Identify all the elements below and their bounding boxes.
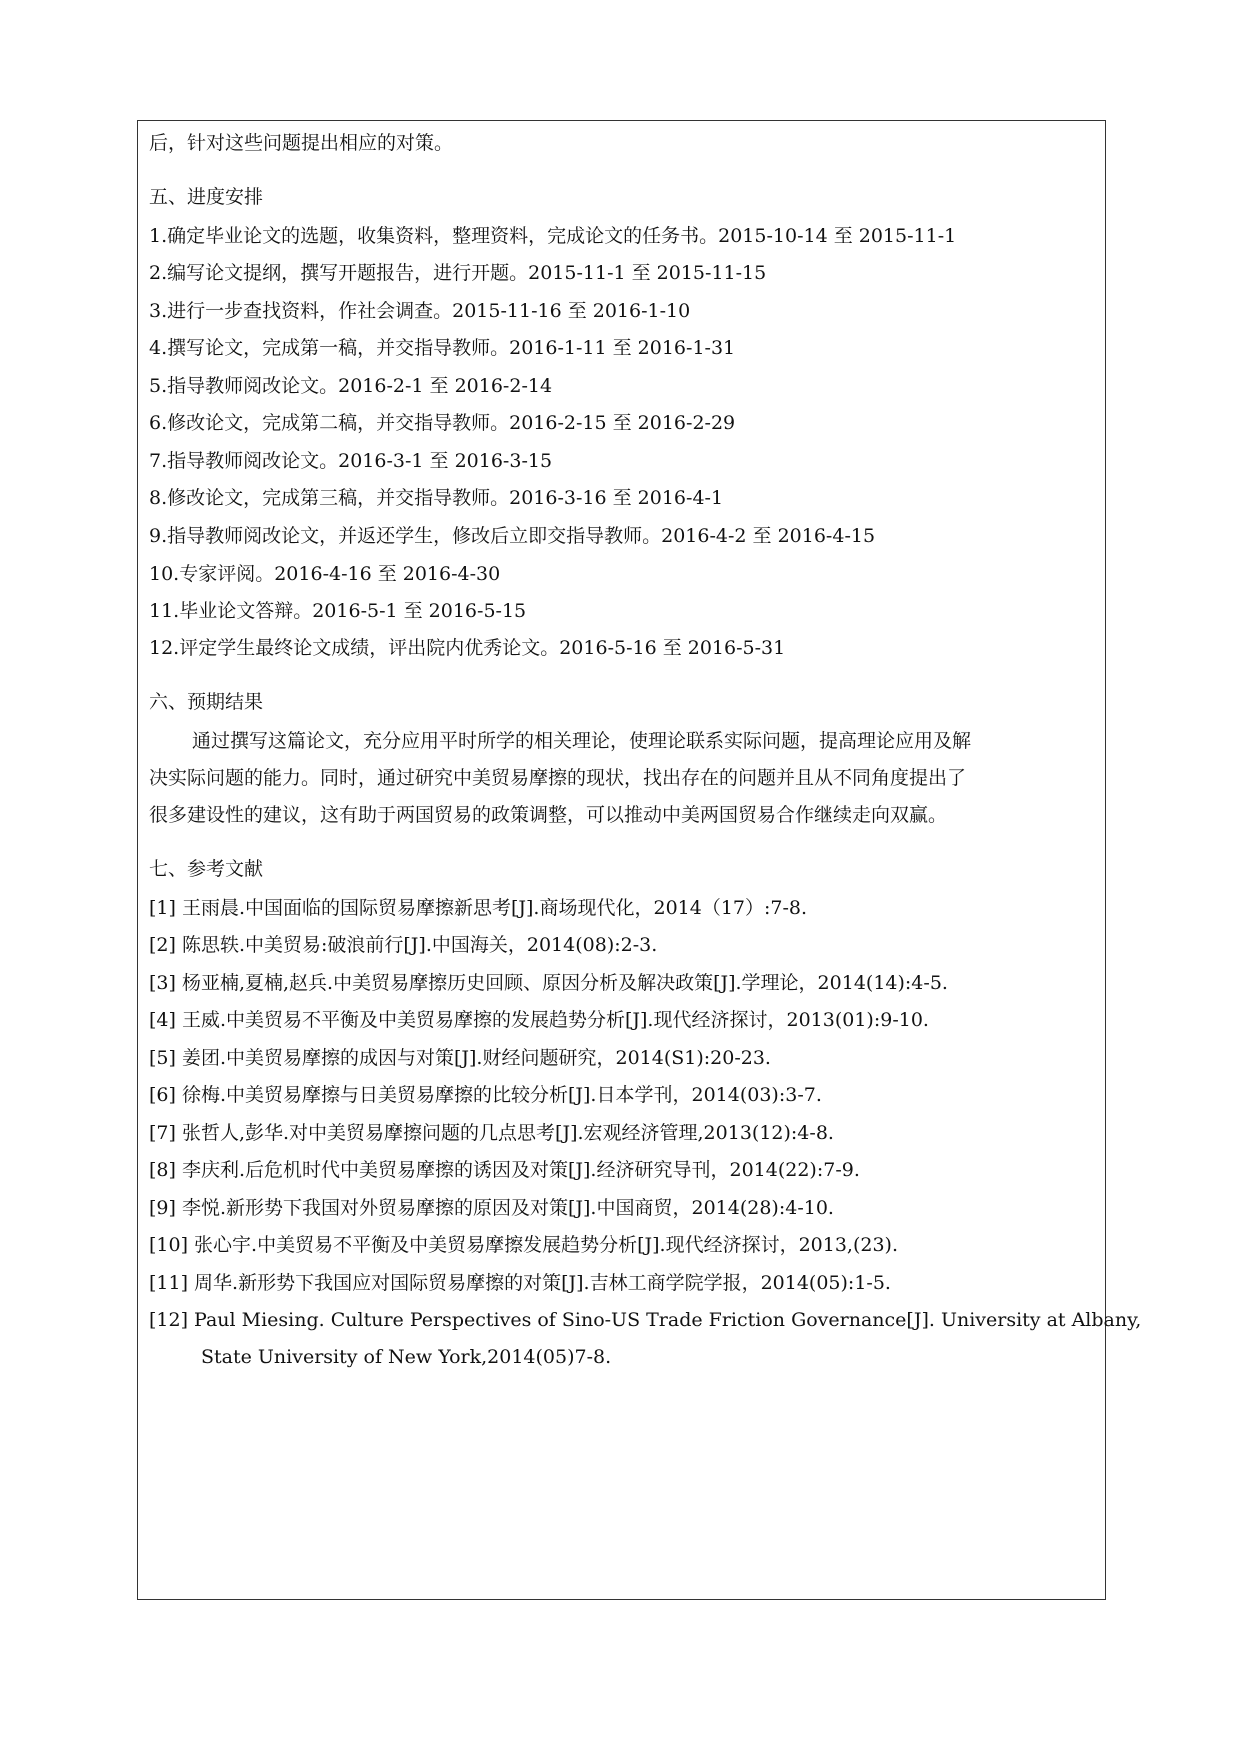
references-heading: 七、参考文献 [149,858,264,880]
reference-item: [7] 张哲人,彭华.对中美贸易摩擦问题的几点思考[J].宏观经济管理,2013(12):4-8. [149,1122,834,1144]
schedule-item: 10.专家评阅。2016-4-16 至 2016-4-30 [149,563,501,585]
schedule-item: 4.撰写论文，完成第一稿，并交指导教师。2016-1-11 至 2016-1-31 [149,337,736,359]
reference-item: [10] 张心宇.中美贸易不平衡及中美贸易摩擦发展趋势分析[J].现代经济探讨，2013,(23). [149,1234,898,1256]
reference-item: [12] Paul Miesing. Culture Perspectives of Sino-US Trade Friction Governance[J]. University at Albany, [149,1309,1142,1331]
reference-item: [8] 李庆利.后危机时代中美贸易摩擦的诱因及对策[J].经济研究导刊，2014(22):7-9. [149,1159,860,1181]
reference-item: [4] 王威.中美贸易不平衡及中美贸易摩擦的发展趋势分析[J].现代经济探讨，2013(01):9-10. [149,1009,929,1031]
schedule-item: 6.修改论文，完成第二稿，并交指导教师。2016-2-15 至 2016-2-29 [149,412,736,434]
intro-tail: 后，针对这些问题提出相应的对策。 [149,132,454,154]
schedule-item: 8.修改论文，完成第三稿，并交指导教师。2016-3-16 至 2016-4-1 [149,487,724,509]
reference-item: [1] 王雨晨.中国面临的国际贸易摩擦新思考[J].商场现代化，2014（17）:7-8. [149,897,808,919]
reference-item-continuation: State University of New York,2014(05)7-8. [201,1346,612,1368]
schedule-item: 5.指导教师阅改论文。2016-2-1 至 2016-2-14 [149,375,553,397]
schedule-item: 12.评定学生最终论文成绩，评出院内优秀论文。2016-5-16 至 2016-5-31 [149,637,786,659]
schedule-heading: 五、进度安排 [149,186,264,208]
schedule-item: 2.编写论文提纲，撰写开题报告，进行开题。2015-11-1 至 2015-11-15 [149,262,767,284]
schedule-item: 7.指导教师阅改论文。2016-3-1 至 2016-3-15 [149,450,553,472]
reference-item: [3] 杨亚楠,夏楠,赵兵.中美贸易摩擦历史回顾、原因分析及解决政策[J].学理论，2014(14):4-5. [149,972,948,994]
reference-item: [6] 徐梅.中美贸易摩擦与日美贸易摩擦的比较分析[J].日本学刊，2014(03):3-7. [149,1084,822,1106]
schedule-item: 9.指导教师阅改论文，并返还学生，修改后立即交指导教师。2016-4-2 至 2016-4-15 [149,525,876,547]
reference-item: [11] 周华.新形势下我国应对国际贸易摩擦的对策[J].吉林工商学院学报，2014(05):1-5. [149,1272,891,1294]
schedule-item: 1.确定毕业论文的选题，收集资料，整理资料，完成论文的任务书。2015-10-14 至 2015-11-1 [149,225,957,247]
expected-paragraph-line: 决实际问题的能力。同时，通过研究中美贸易摩擦的现状，找出存在的问题并且从不同角度提出了 [149,767,967,789]
expected-heading: 六、预期结果 [149,691,264,713]
expected-paragraph-line: 很多建设性的建议，这有助于两国贸易的政策调整，可以推动中美两国贸易合作继续走向双赢。 [149,804,948,826]
expected-paragraph-line: 通过撰写这篇论文，充分应用平时所学的相关理论，使理论联系实际问题，提高理论应用及解 [192,730,972,752]
schedule-item: 3.进行一步查找资料，作社会调查。2015-11-16 至 2016-1-10 [149,300,691,322]
reference-item: [9] 李悦.新形势下我国对外贸易摩擦的原因及对策[J].中国商贸，2014(28):4-10. [149,1197,834,1219]
reference-item: [2] 陈思轶.中美贸易:破浪前行[J].中国海关，2014(08):2-3. [149,934,658,956]
reference-item: [5] 姜团.中美贸易摩擦的成因与对策[J].财经问题研究，2014(S1):20-23. [149,1047,771,1069]
schedule-item: 11.毕业论文答辩。2016-5-1 至 2016-5-15 [149,600,527,622]
